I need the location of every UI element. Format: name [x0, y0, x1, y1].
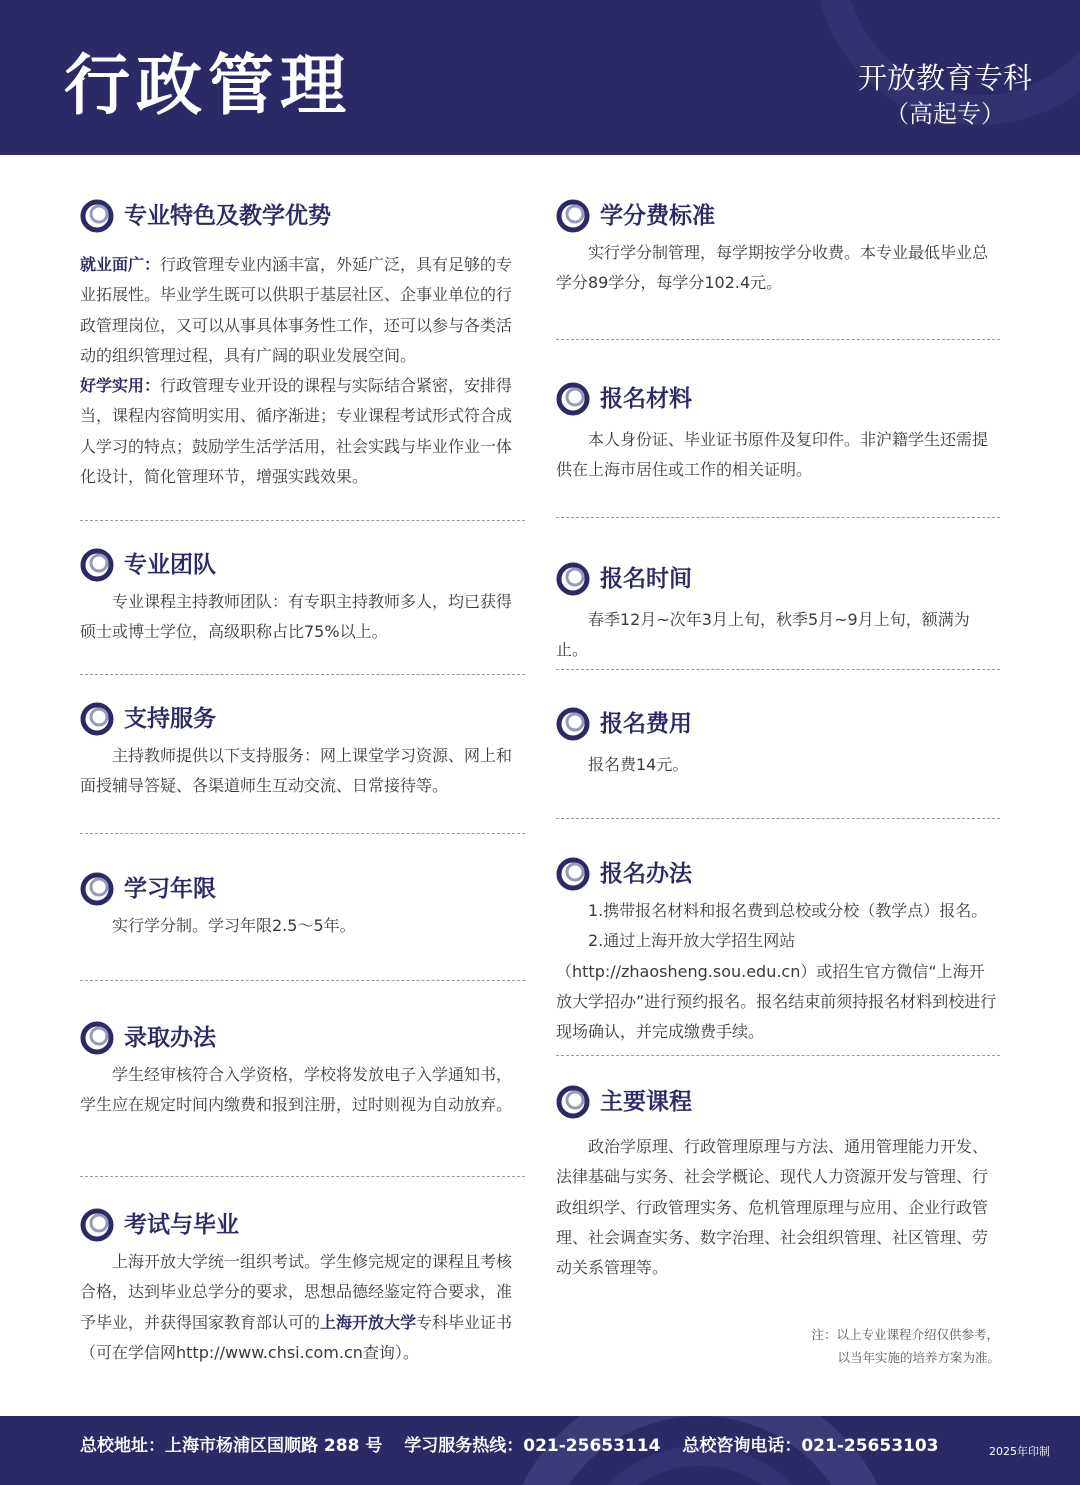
exam-text-part-1: 上海开放大学统一组织考试。学生修完规定的课程且考核合格，达到毕业总学分的要求，思想品德经鉴定符合要求，准予毕业，并获得国家教育部认可的: [80, 1252, 513, 1332]
swirl-circle-icon: [556, 562, 590, 596]
section-support: [80, 699, 525, 802]
divider: [556, 818, 1000, 819]
section-method: [556, 854, 1000, 1047]
feature-lead-2: 好学实用：: [80, 376, 161, 396]
swirl-circle-icon: [80, 1208, 114, 1242]
divider: [80, 980, 525, 981]
program-level: 开放教育专科: [857, 61, 1032, 95]
program-type: [858, 60, 1032, 132]
feature-text-2: 行政管理专业开设的课程与实际结合紧密，安排得当，课程内容简明实用、循序渐进；专业课程考试形式符合成人学习的特点；鼓励学生活学活用，社会实践与毕业作业一体化设计，简化管理环节，增强实践效果。: [80, 376, 513, 487]
swirl-circle-icon: [556, 199, 590, 233]
footer-bar: [0, 1416, 1080, 1485]
section-credit-fee: [556, 196, 1000, 299]
credit-text: 实行学分制管理，每学期按学分收费。本专业最低毕业总学分89学分，每学分102.4元。: [556, 243, 989, 293]
exam-text-part-2: 专科毕业证书（可在学信网http://www.chsi.com.cn查询）。: [80, 1312, 513, 1362]
swirl-circle-icon: [556, 857, 590, 891]
section-fee: [556, 704, 1000, 780]
divider: [80, 674, 525, 675]
divider: [80, 833, 525, 834]
section-materials: [556, 379, 1000, 486]
method-step-1: 1.携带报名材料和报名费到总校或分校（教学点）报名。: [588, 901, 988, 920]
footer-contact: [80, 1416, 955, 1476]
divider: [556, 339, 1000, 340]
feature-lead-1: 就业面广：: [80, 255, 161, 274]
divider: [556, 669, 1000, 670]
section-features: [80, 196, 525, 492]
section-title: 专业特色及教学优势: [124, 203, 331, 229]
section-title: 考试与毕业: [124, 1212, 239, 1238]
method-step-2: 2.通过上海开放大学招生网站（http://zhaosheng.sou.edu.cn）或招生官方微信“上海开放大学招办”进行预约报名。报名结束前须持报名材料到校进行现场确认，并完成缴费手续。: [556, 931, 997, 1042]
section-team: [80, 545, 525, 648]
program-entry: （高起专）: [884, 100, 1005, 128]
divider: [556, 517, 1000, 518]
note-line-1: 注：以上专业课程介绍仅供参考，: [811, 1327, 999, 1342]
support-text: 主持教师提供以下支持服务：网上课堂学习资源、网上和面授辅导答疑、各渠道师生互动交流、日常接待等。: [80, 746, 513, 796]
section-courses: [556, 1082, 1000, 1283]
materials-text: 本人身份证、毕业证书原件及复印件。非沪籍学生还需提供在上海市居住或工作的相关证明。: [556, 430, 989, 480]
swirl-circle-icon: [556, 1085, 590, 1119]
duration-text: 实行学分制。学习年限2.5～5年。: [112, 916, 356, 935]
section-title: 学分费标准: [600, 203, 715, 229]
swirl-circle-icon: [556, 707, 590, 741]
feature-paragraph-1: [80, 250, 525, 371]
section-title: 报名时间: [600, 566, 692, 592]
section-title: 报名材料: [600, 386, 692, 412]
note-line-2: 以当年实施的培养方案为准。: [837, 1350, 1000, 1365]
admission-text: 学生经审核符合入学资格，学校将发放电子入学通知书，学生应在规定时间内缴费和报到注册，过时则视为自动放弃。: [80, 1065, 513, 1115]
team-text: 专业课程主持教师团队：有专职主持教师多人，均已获得硕士或博士学位，高级职称占比75%以上。: [80, 592, 513, 642]
fee-text: 报名费14元。: [588, 755, 689, 774]
section-admission: [80, 1018, 525, 1121]
swirl-circle-icon: [556, 382, 590, 416]
swirl-circle-icon: [80, 1021, 114, 1055]
section-title: 报名费用: [600, 711, 692, 737]
section-exam: [80, 1205, 525, 1368]
header-banner: [0, 0, 1080, 155]
section-title: 支持服务: [124, 706, 216, 732]
service-hotline: 学习服务热线：021-25653114: [404, 1436, 661, 1456]
time-text: 春季12月~次年3月上旬，秋季5月~9月上旬，额满为止。: [556, 610, 970, 660]
feature-paragraph-2: [80, 371, 525, 492]
section-title: 专业团队: [124, 552, 216, 578]
print-year: 2025年印制: [989, 1445, 1050, 1458]
campus-address: 总校地址：上海市杨浦区国顺路 288 号: [80, 1436, 383, 1456]
page-title: 行政管理: [64, 47, 352, 124]
section-title: 主要课程: [600, 1089, 692, 1115]
swirl-circle-icon: [80, 548, 114, 582]
swirl-circle-icon: [80, 199, 114, 233]
curriculum-note: [811, 1323, 1000, 1369]
swirl-circle-icon: [80, 872, 114, 906]
swirl-circle-icon: [80, 702, 114, 736]
courses-text: 政治学原理、行政管理原理与方法、通用管理能力开发、法律基础与实务、社会学概论、现代人力资源开发与管理、行政组织学、行政管理实务、危机管理原理与应用、企业行政管理、社会调查实务、数字治理、社会组织管理、社区管理、劳动关系管理等。: [556, 1137, 989, 1278]
consult-phone: 总校咨询电话：021-25653103: [682, 1436, 939, 1456]
divider: [556, 1055, 1000, 1056]
feature-text-1: 行政管理专业内涵丰富，外延广泛，具有足够的专业拓展性。毕业学生既可以供职于基层社区、企事业单位的行政管理岗位，又可以从事具体事务性工作，还可以参与各类活动的组织管理过程，具有广阔的职业发展空间。: [80, 255, 513, 365]
section-title: 录取办法: [124, 1025, 216, 1051]
section-title: 报名办法: [600, 861, 692, 887]
divider: [80, 520, 525, 521]
section-duration: [80, 869, 525, 941]
exam-text: [80, 1247, 525, 1368]
section-title: 学习年限: [124, 876, 216, 902]
section-time: [556, 559, 1000, 666]
divider: [80, 1176, 525, 1177]
university-name: 上海开放大学: [320, 1312, 417, 1332]
